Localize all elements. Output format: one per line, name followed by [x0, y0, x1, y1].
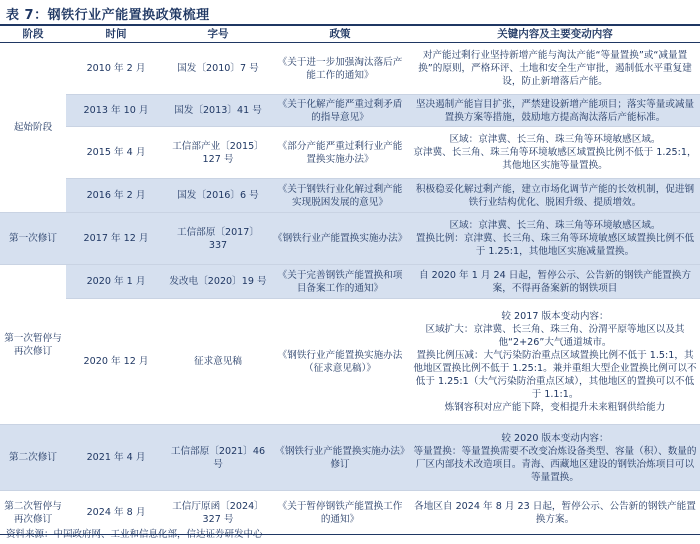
policy-cell: 《关于完善钢铁产能置换和项目备案工作的通知》 [270, 265, 410, 299]
policy-cell: 《关于暂停钢铁产能置换工作的通知》 [270, 491, 410, 535]
number-cell: 工信部产业〔2015〕127 号 [166, 127, 270, 179]
content-cell [410, 491, 700, 535]
table-row [0, 95, 700, 127]
content-line: 区域：京津冀、长三角、珠三角等环境敏感区域。 [449, 220, 661, 231]
content-line: 各地区自 2024 年 8 月 23 日起，暂停公示、公告新的钢铁产能置换方案。 [414, 500, 696, 525]
time-cell: 2010 年 2 月 [66, 43, 166, 95]
policy-cell: 《钢铁行业产能置换实施办法》修订 [270, 425, 410, 491]
stage-cell: 起始阶段 [0, 43, 66, 213]
table-title: 表 7：钢铁行业产能置换政策梳理 [6, 8, 210, 23]
content-cell [410, 127, 700, 179]
content-cell [410, 95, 700, 127]
number-cell: 工信部原〔2017〕337 [166, 213, 270, 265]
time-cell: 2024 年 8 月 [66, 491, 166, 535]
time-cell: 2017 年 12 月 [66, 213, 166, 265]
number-cell: 发改电〔2020〕19 号 [166, 265, 270, 299]
table-row [0, 127, 700, 179]
content-line: 区域扩大：京津冀、长三角、珠三角、汾渭平原等地区以及其他“2+26”大气通道城市。 [425, 323, 685, 348]
content-cell [410, 265, 700, 299]
header-number: 字号 [166, 25, 270, 43]
content-line: 对产能过剩行业坚持新增产能与淘汰产能“等量置换”或“减量置换”的原则，严格环评、土地和安全生产审批，遏制低水平重复建设，防止新增落后产能。 [418, 50, 692, 87]
number-cell: 工信部原〔2021〕46 号 [166, 425, 270, 491]
table-row [0, 425, 700, 491]
table-row [0, 179, 700, 213]
content-line: 坚决遏制产能盲目扩张，严禁建设新增产能项目；落实等量或减量置换方案等措施，鼓励地方提高淘汰落后产能标准。 [415, 98, 695, 123]
header-row [0, 25, 700, 43]
content-line: 自 2020 年 1 月 24 日起，暂停公示、公告新的钢铁产能置换方案，不得再备案新的钢铁项目 [418, 269, 692, 294]
policy-table [0, 24, 700, 535]
content-line: 置换比例压减：大气污染防治重点区域置换比例不低于 1.5:1，其他地区置换比例不低于 1.25:1。兼并重组大型企业置换比例可以不低于 1.25:1（大气污染防治重点区域），其他地区的置换可以不低于 1.1:1。 [413, 349, 697, 400]
time-cell: 2021 年 4 月 [66, 425, 166, 491]
content-cell [410, 179, 700, 213]
content-line: 较 2020 版本变动内容： [501, 432, 609, 444]
content-line: 炼钢容积对应产能下降，变相提升未来粗钢供给能力 [444, 401, 666, 413]
time-cell: 2015 年 4 月 [66, 127, 166, 179]
content-line: 置换比例：京津冀、长三角、珠三角等环境敏感区域置换比例不低于 1.25:1，其他地区实施减量置换。 [415, 233, 695, 257]
content-cell [410, 299, 700, 425]
content-cell [410, 213, 700, 265]
stage-cell: 第一次修订 [0, 213, 66, 265]
content-cell [410, 425, 700, 491]
time-cell: 2020 年 1 月 [66, 265, 166, 299]
content-cell [410, 43, 700, 95]
content-line: 积极稳妥化解过剩产能，建立市场化调节产能的长效机制，促进钢铁行业结构优化、脱困升级、提质增效。 [415, 183, 695, 208]
time-cell: 2016 年 2 月 [66, 179, 166, 213]
header-stage: 阶段 [0, 25, 66, 43]
content-line: 京津冀、长三角、珠三角等环境敏感区域置换比例不低于 1.25:1，其他地区实施等量置换。 [413, 147, 697, 171]
policy-cell: 《关于进一步加强淘汰落后产能工作的通知》 [270, 43, 410, 95]
number-cell: 工信厅原函〔2024〕327 号 [166, 491, 270, 535]
stage-cell: 第一次暂停与再次修订 [0, 265, 66, 425]
content-line: 等量置换：等量置换需要不改变冶炼设备类型、容量（积）、数量的厂区内部技术改造项目。青海、西藏地区建设的钢铁冶炼项目可以等量置换。 [413, 445, 697, 483]
stage-cell: 第二次暂停与再次修订 [0, 491, 66, 535]
number-cell: 征求意见稿 [166, 299, 270, 425]
stage-cell: 第二次修订 [0, 425, 66, 491]
table-row [0, 213, 700, 265]
number-cell: 国发〔2016〕6 号 [166, 179, 270, 213]
content-line: 区域：京津冀、长三角、珠三角等环境敏感区域。 [449, 134, 661, 145]
time-cell: 2020 年 12 月 [66, 299, 166, 425]
table-row [0, 265, 700, 299]
policy-cell: 《关于钢铁行业化解过剩产能实现脱困发展的意见》 [270, 179, 410, 213]
policy-cell: 《部分产能严重过剩行业产能置换实施办法》 [270, 127, 410, 179]
policy-cell: 《钢铁行业产能置换实施办法》 [270, 213, 410, 265]
source-note: 资料来源：中国政府网、工业和信息化部，信达证券研发中心 [6, 529, 263, 540]
header-time: 时间 [66, 25, 166, 43]
policy-cell: 《钢铁行业产能置换实施办法（征求意见稿）》 [270, 299, 410, 425]
time-cell: 2013 年 10 月 [66, 95, 166, 127]
content-line: 较 2017 版本变动内容： [501, 310, 609, 322]
header-policy: 政策 [270, 25, 410, 43]
number-cell: 国发〔2013〕41 号 [166, 95, 270, 127]
policy-cell: 《关于化解产能严重过剩矛盾的指导意见》 [270, 95, 410, 127]
number-cell: 国发〔2010〕7 号 [166, 43, 270, 95]
table-row [0, 299, 700, 425]
header-content: 关键内容及主要变动内容 [410, 25, 700, 43]
table-row [0, 43, 700, 95]
